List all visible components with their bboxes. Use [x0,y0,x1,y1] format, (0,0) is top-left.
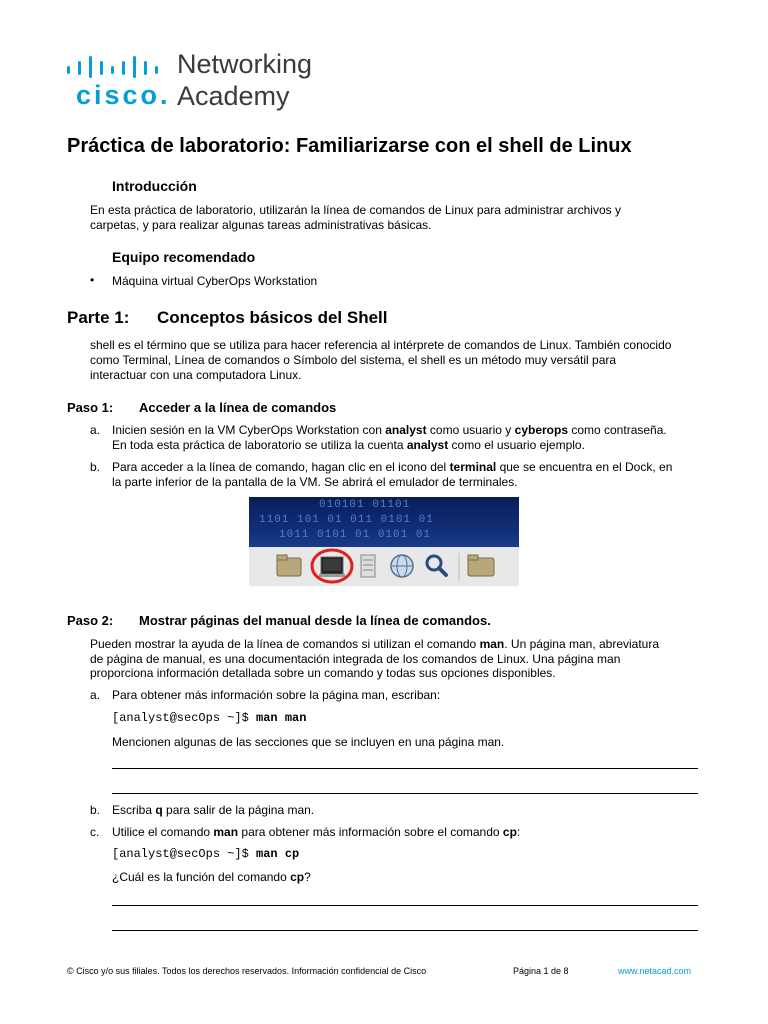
step1-a-line-2: En toda esta práctica de laboratorio se utiliza la cuenta analyst como el usuario ejemplo. [112,438,585,452]
step1-b-line-1: Para acceder a la línea de comando, hagan clic en el icono del terminal que se encuentra en el Dock, en [112,460,673,474]
step1-b-line-2: la parte inferior de la pantalla de la VM. Se abrirá el emulador de terminales. [112,475,518,489]
step2-b-marker: b. [90,803,101,817]
part1-title: Conceptos básicos del Shell [157,308,388,327]
part1-line-2: como Terminal, Línea de comandos o Símbolo del sistema, el shell es un método muy versátil para [90,353,617,367]
part1-line-1: shell es el término que se utiliza para hacer referencia al intérprete de comandos de Linux. También conocido [90,338,672,352]
step1-b-marker: b. [90,460,101,474]
step2-c-text: Utilice el comando man para obtener más información sobre el comando cp: [112,825,521,839]
step2-c-command-line: [analyst@secOps ~]$ man cp [112,847,300,861]
step1-label: Paso 1: [67,400,114,415]
terminal-icon [319,557,345,577]
logo-academy: Academy [177,81,290,111]
dock-binary-row-3: 1011 0101 01 0101 01 [279,529,432,541]
footer-copyright: © Cisco y/o sus filiales. Todos los derechos reservados. Información confidencial de Cisco [67,966,427,976]
dock-binary-row-2: 1101 101 01 011 0101 01 [259,514,434,526]
step1-a-marker: a. [90,423,101,437]
step2-a-marker: a. [90,688,101,702]
step2-line-1: Pueden mostrar la ayuda de la línea de comandos si utilizan el comando man. Un página man, abreviatura [90,637,660,651]
text-editor-icon [361,555,375,577]
dock-binary-row-1: 010101 01101 [319,499,411,511]
step2-line-3: proporciona información detallada sobre un comando y todas sus opciones disponibles. [90,666,556,680]
step2-c-question: ¿Cuál es la función del comando cp? [112,870,311,884]
logo-networking: Networking [177,49,313,79]
dock-icons [249,547,519,586]
answer-line [112,930,698,931]
folder-icon [277,555,301,576]
part1-label: Parte 1: [67,308,130,327]
intro-line-1: En esta práctica de laboratorio, utilizarán la línea de comandos de Linux para administrar archivos y [90,203,621,217]
search-icon [427,556,446,575]
step2-a-question: Mencionen algunas de las secciones que se incluyen en una página man. [112,735,505,749]
step2-title: Mostrar páginas del manual desde la línea de comandos. [139,613,491,628]
part1-line-3: interactuar con una computadora Linux. [90,368,302,382]
step2-b-text: Escriba q para salir de la página man. [112,803,315,817]
intro-line-2: carpetas, y para realizar algunas tareas administrativas básicas. [90,218,432,232]
dock-screenshot [249,497,519,586]
page-title: Práctica de laboratorio: Familiarizarse con el shell de Linux [67,135,632,157]
step2-label: Paso 2: [67,613,114,628]
cisco-bars-logo-icon [67,52,167,78]
step2-c-marker: c. [90,825,100,839]
cisco-wordmark: cisco. [76,80,171,110]
equipment-heading: Equipo recomendado [112,249,256,265]
answer-line [112,768,698,769]
step1-a-line-1: Inicien sesión en la VM CyberOps Workstation con analyst como usuario y cyberops como contraseña. [112,423,667,437]
step2-a-command-line: [analyst@secOps ~]$ man man [112,711,307,725]
footer-link[interactable]: www.netacad.com [618,966,692,976]
step2-line-2: de página de manual, es una documentación integrada de los comandos de Linux. Una página man [90,652,621,666]
web-browser-icon [391,555,413,577]
equipment-item: Máquina virtual CyberOps Workstation [112,274,318,288]
answer-line [112,905,698,906]
bullet-icon: • [90,273,95,287]
step1-title: Acceder a la línea de comandos [139,400,337,415]
intro-heading: Introducción [112,178,197,194]
footer-page-number: Página 1 de 8 [513,966,569,976]
answer-line [112,793,698,794]
folder-icon [468,555,494,576]
step2-a-text: Para obtener más información sobre la página man, escriban: [112,688,441,702]
